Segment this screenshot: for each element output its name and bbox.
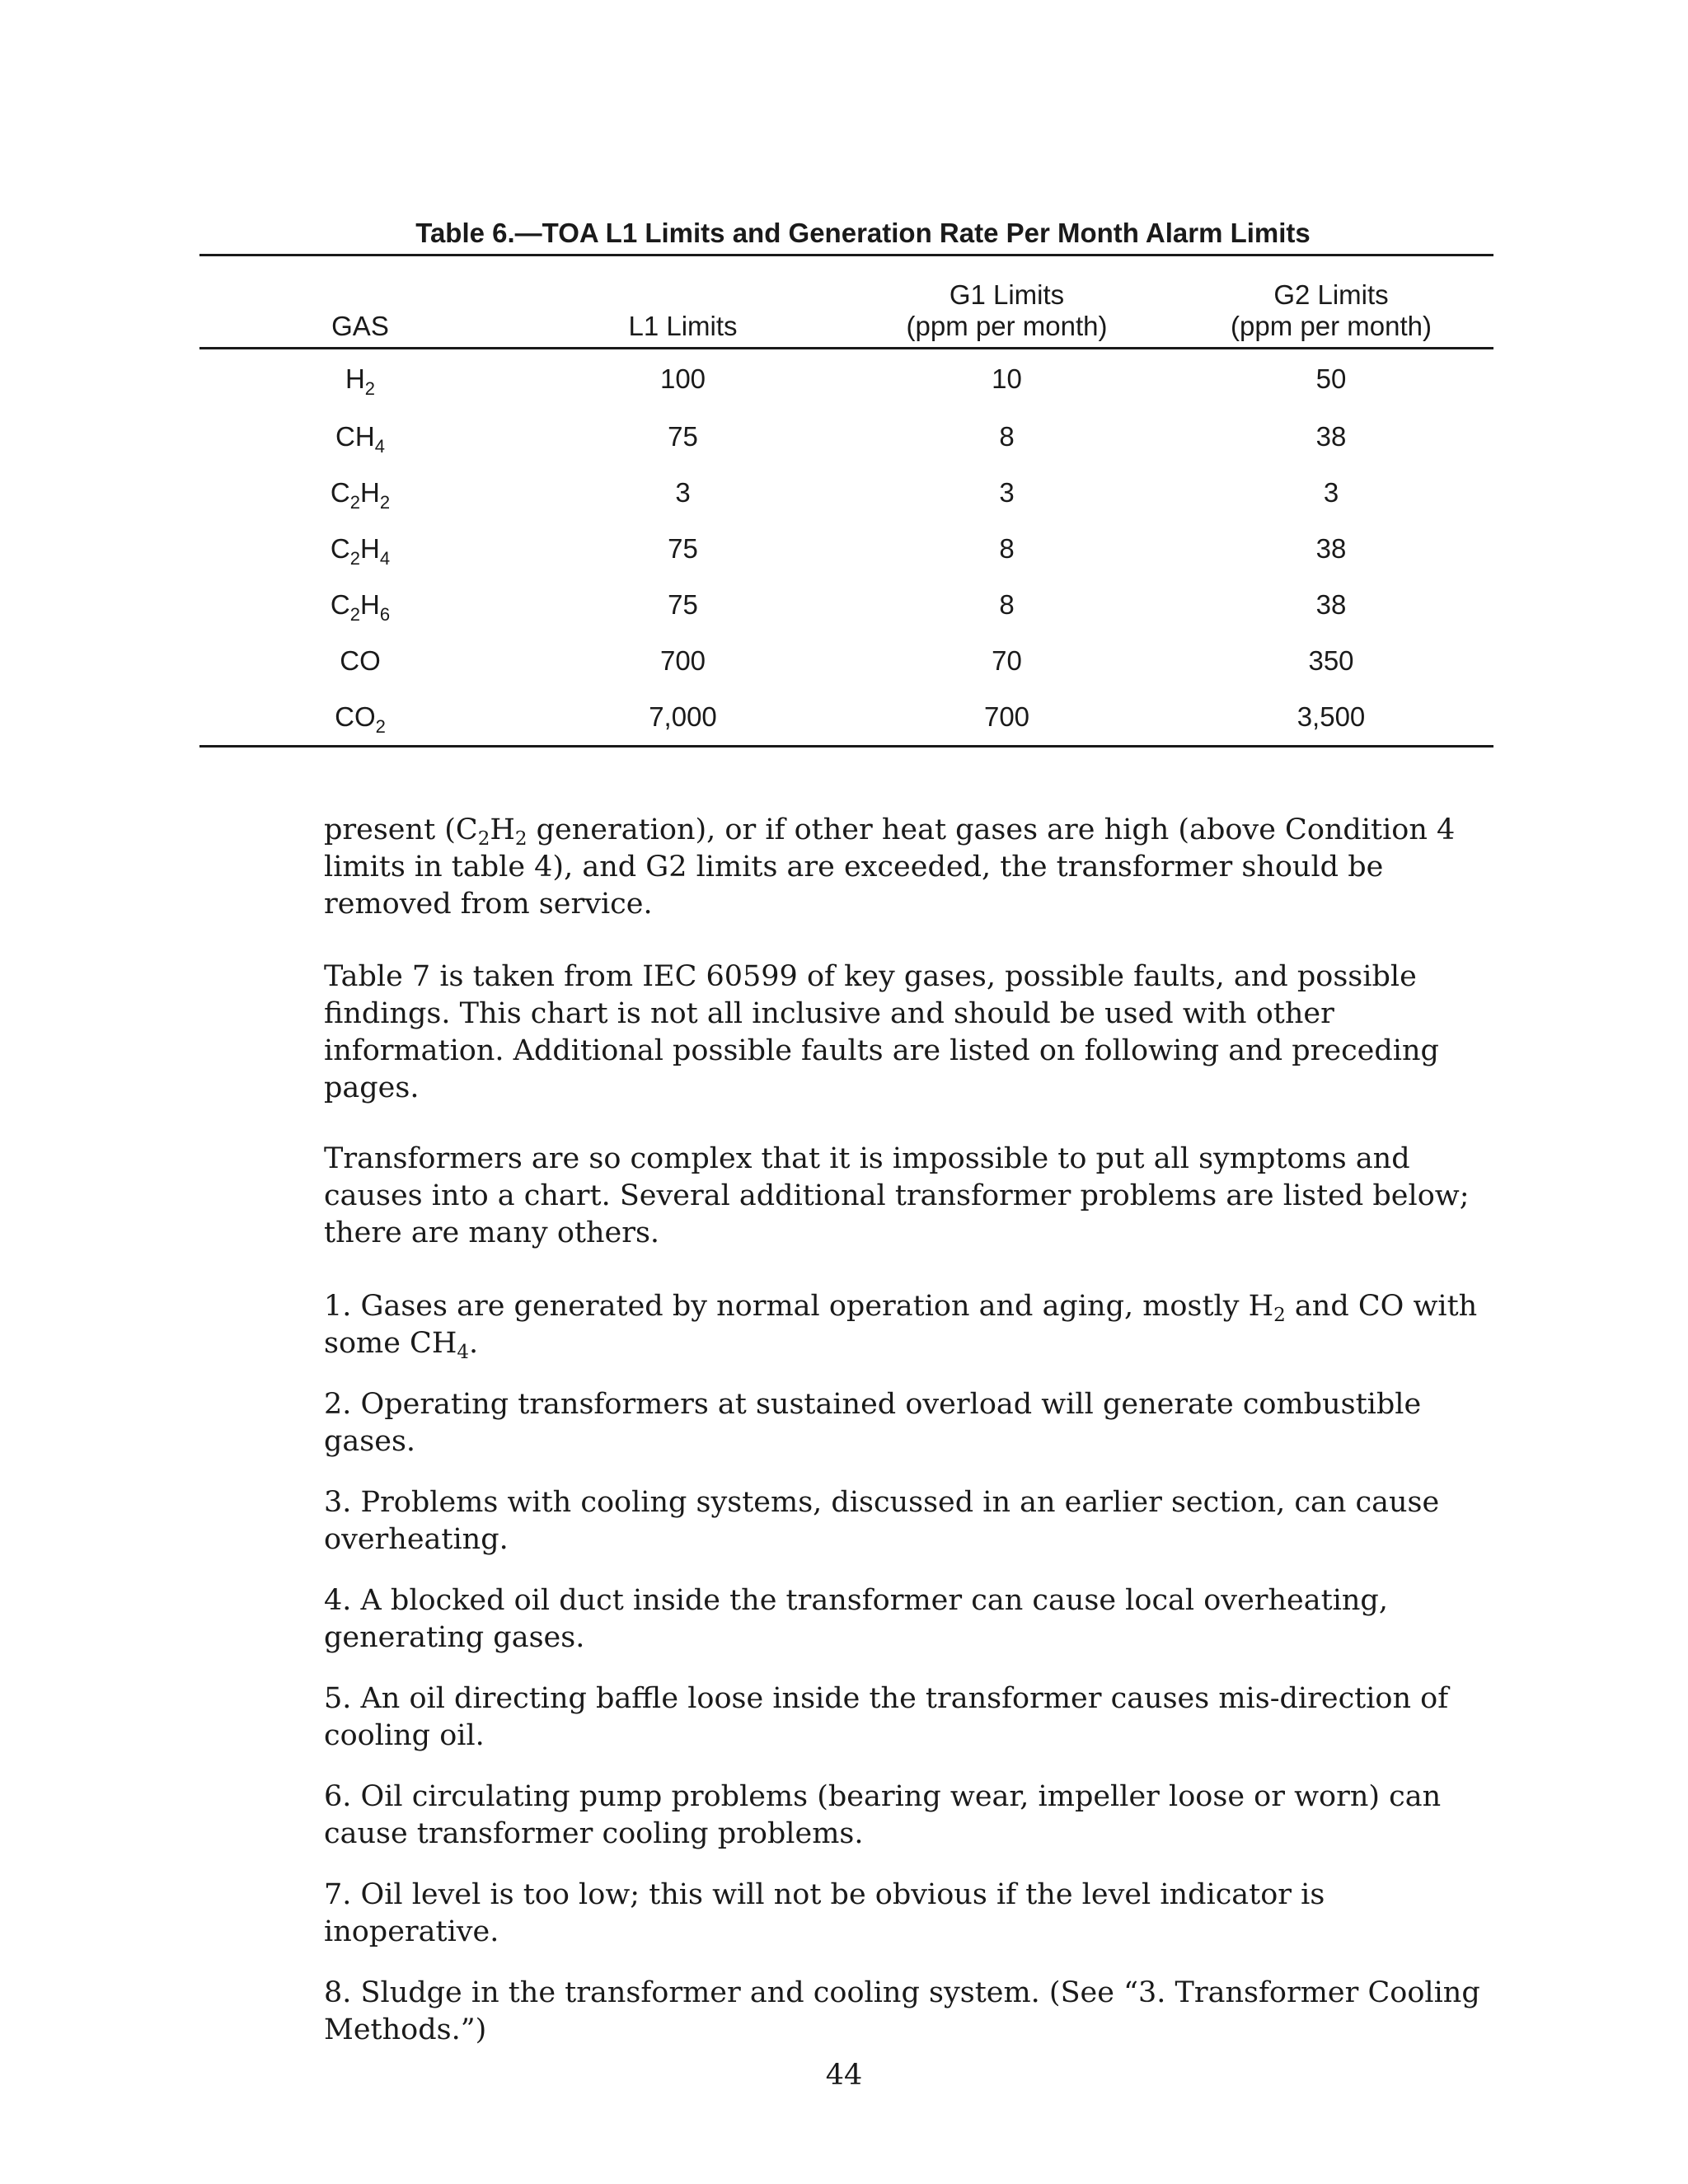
limits-table-section [199, 213, 1493, 748]
cell-gas: CO [340, 645, 381, 676]
cell-g1-limit: 8 [999, 533, 1015, 564]
cell-g2-limit: 3,500 [1296, 701, 1366, 732]
cell-gas: $H_2$ [345, 363, 376, 399]
cell-l1-limit: 700 [659, 645, 706, 676]
table-row [199, 349, 1493, 410]
list-item: 7. Oil level is too low; this will not be obvious if the level indicator is inoperative. [324, 1878, 1325, 1948]
list-item: 4. A blocked oil duct inside the transformer can cause local overheating, generating gases. [324, 1584, 1388, 1654]
cell-g1-limit: 8 [999, 421, 1015, 452]
table-row [199, 577, 1493, 633]
page-number: 44 [825, 2059, 863, 2092]
list-item: 8. Sludge in the transformer and cooling system. (See “3. Transformer Cooling Methods.”) [324, 1976, 1480, 2046]
table-row [199, 409, 1493, 465]
cell-g1-limit: 8 [999, 589, 1015, 620]
cell-g1-limit: 3 [999, 477, 1015, 508]
paragraph-transformer-complexity: Transformers are so complex that it is impossible to put all symptoms and causes into a chart. Several additional transformer problems are listed below; there are many others. [324, 1142, 1470, 1249]
header-g2-limits: G2 Limits (ppm per month) [1231, 279, 1432, 341]
cell-l1-limit: 75 [668, 589, 698, 620]
list-item: 6. Oil circulating pump problems (bearing wear, impeller loose or worn) can cause transformer cooling problems. [324, 1780, 1442, 1850]
cell-l1-limit: 75 [668, 421, 698, 452]
list-item: 3. Problems with cooling systems, discussed in an earlier section, can cause overheating. [324, 1486, 1440, 1556]
cell-l1-limit: 100 [659, 363, 706, 394]
cell-l1-limit: 75 [668, 533, 698, 564]
cell-gas: $C_2H_4$ [330, 533, 391, 569]
paragraph-removal-criteria: present ($C_2H_2$ generation), or if other heat gases are high (above Condition 4 limits in table 4), and G2 limits are exceeded, the transformer should be removed from service. [324, 813, 1456, 921]
cell-g2-limit: 3 [1323, 477, 1339, 508]
paragraph-table7-intro: Table 7 is taken from IEC 60599 of key gases, possible faults, and possible findings. This chart is not all inclusive and should be used with other information. Additional possible faults are listed on following and preceding pages. [324, 960, 1439, 1104]
cell-g2-limit: 38 [1315, 533, 1347, 564]
cell-gas: $CH_4$ [335, 421, 385, 457]
header-l1-limits: L1 Limits [628, 311, 738, 341]
cell-g2-limit: 50 [1315, 363, 1347, 394]
header-g1-limits: G1 Limits (ppm per month) [906, 279, 1108, 341]
cell-gas: $CO_2$ [335, 701, 386, 737]
table-row [199, 521, 1493, 577]
list-item: 2. Operating transformers at sustained overload will generate combustible gases. [324, 1388, 1422, 1458]
cell-gas: $C_2H_2$ [330, 477, 391, 513]
header-gas: GAS [331, 311, 389, 341]
table-row [199, 465, 1493, 521]
cell-g2-limit: 350 [1308, 645, 1354, 676]
cell-g1-limit: 700 [983, 701, 1030, 732]
table-body [199, 349, 1493, 747]
table-row [199, 689, 1493, 747]
problem-list [324, 1288, 1503, 2049]
cell-g1-limit: 10 [992, 363, 1022, 394]
list-item: 1. Gases are generated by normal operation and aging, mostly $H_2$ and CO with some $CH_4$. [324, 1290, 1478, 1363]
cell-g1-limit: 70 [992, 645, 1022, 676]
table-caption: Table 6.—TOA L1 Limits and Generation Rate Per Month Alarm Limits [415, 218, 1311, 248]
cell-g2-limit: 38 [1315, 421, 1347, 452]
table-row [199, 633, 1493, 689]
cell-l1-limit: 3 [675, 477, 691, 508]
table-header-row [199, 255, 1493, 349]
list-item: 5. An oil directing baffle loose inside the transformer causes mis-direction of cooling oil. [324, 1682, 1449, 1752]
cell-gas: $C_2H_6$ [330, 589, 391, 625]
cell-l1-limit: 7,000 [649, 701, 717, 732]
limits-table [199, 254, 1493, 748]
cell-g2-limit: 38 [1315, 589, 1347, 620]
